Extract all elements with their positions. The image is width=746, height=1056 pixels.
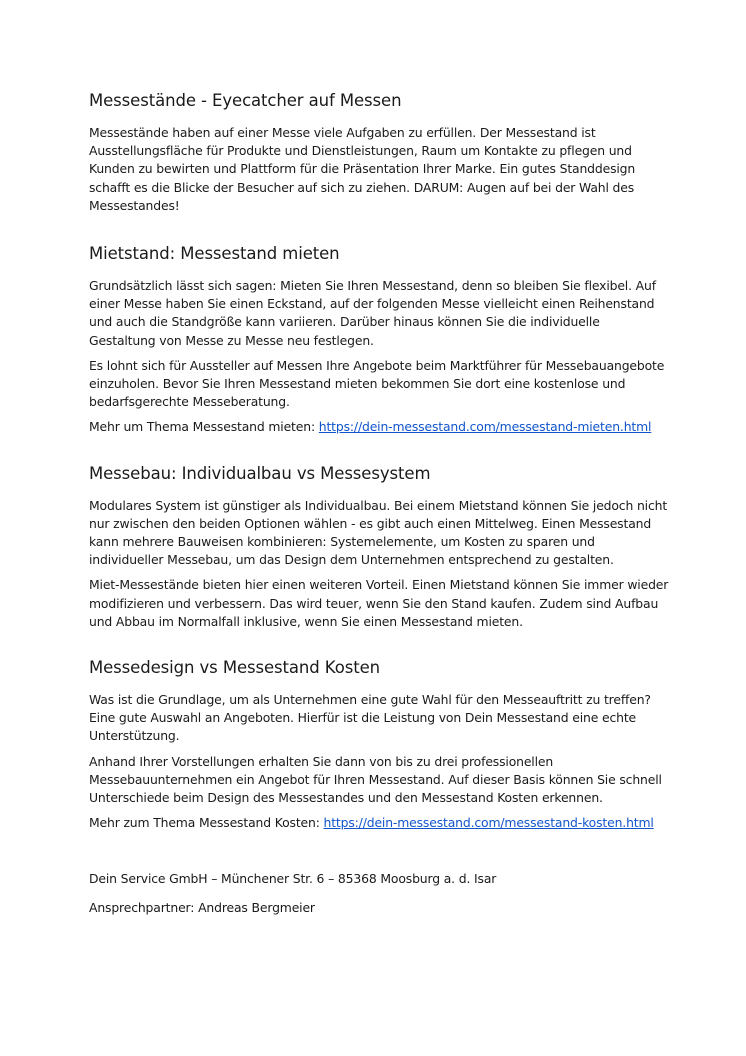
paragraph: Was ist die Grundlage, um als Unternehmen eine gute Wahl für den Messeauftritt zu treffen? Eine gute Auswahl an Angeboten. Hierfür ist die Leistung von Dein Messestand eine echte Unterstützung.: [89, 692, 651, 744]
section-title: Messebau: Individualbau vs Messesystem: [89, 463, 431, 483]
section-messedesign: [89, 657, 669, 832]
section-title: Messestände - Eyecatcher auf Messen: [89, 91, 402, 110]
link-paragraph: [89, 418, 669, 436]
messestand-mieten-link[interactable]: https://dein-messestand.com/messestand-mieten.html: [318, 419, 652, 435]
link-paragraph: [89, 814, 669, 832]
section-title: Mietstand: Messestand mieten: [89, 244, 340, 264]
paragraph: Anhand Ihrer Vorstellungen erhalten Sie dann von bis zu drei professionellen Messebauunternehmen ein Angebot für Ihren Messestand. Auf dieser Basis können Sie schnell Unterschiede beim Design des Messestandes und den Messestand Kosten erkennen.: [89, 753, 662, 806]
paragraph: Miet-Messestände bieten hier einen weiteren Vorteil. Einen Mietstand können Sie immer wieder modifizieren und verbessern. Das wird teuer, wenn Sie den Stand kaufen. Zudem sind Aufbau und Abbau im Normalfall inklusive, wenn Sie einen Messestand mieten.: [89, 577, 669, 629]
section-title: Messedesign vs Messestand Kosten: [89, 658, 380, 678]
section-messebau: [89, 463, 669, 631]
messestand-kosten-link[interactable]: https://dein-messestand.com/messestand-kosten.html: [323, 815, 654, 831]
section-eyecatcher: [89, 90, 669, 215]
paragraph: Es lohnt sich für Aussteller auf Messen Ihre Angebote beim Marktführer für Messebauangebote einzuholen. Bevor Sie Ihren Messestand mieten bekommen Sie dort eine kostenlose und bedarfsgerechte Messeberatung.: [89, 357, 665, 410]
link-prefix: Mehr zum Thema Messestand Kosten:: [89, 815, 324, 831]
company-address: Dein Service GmbH – Münchener Str. 6 – 85368 Moosburg a. d. Isar: [89, 871, 497, 887]
section-mietstand: [89, 243, 669, 437]
link-prefix: Mehr um Thema Messestand mieten:: [89, 419, 319, 435]
paragraph: Grundsätzlich lässt sich sagen: Mieten Sie Ihren Messestand, denn so bleiben Sie flexibel. Auf einer Messe haben Sie einen Eckstand, auf der folgenden Messe vielleicht einen Reihenstand und auch die Standgröße kann variieren. Darüber hinaus können Sie die individuelle Gestaltung von Messe zu Messe neu festlegen.: [89, 278, 656, 348]
paragraph: Messestände haben auf einer Messe viele Aufgaben zu erfüllen. Der Messestand ist Ausstellungsfläche für Produkte und Dienstleistungen, Raum um Kontakte zu pflegen und Kunden zu bewirten und Plattform für die Präsentation Ihrer Marke. Ein gutes Standdesign schafft es die Blicke der Besucher auf sich zu ziehen. DARUM: Augen auf bei der Wahl des Messestandes!: [89, 125, 636, 213]
document-page: [89, 90, 669, 927]
contact-person: Ansprechpartner: Andreas Bergmeier: [89, 899, 315, 915]
footer: [89, 870, 669, 916]
paragraph: Modulares System ist günstiger als Individualbau. Bei einem Mietstand können Sie jedoch nicht nur zwischen den beiden Optionen wählen - es gibt auch einen Mittelweg. Einen Messestand kann mehrere Bauweisen kombinieren: Systemelemente, um Kosten zu sparen und individueller Messebau, um das Design dem Unternehmen entsprechend zu gestalten.: [89, 497, 668, 568]
